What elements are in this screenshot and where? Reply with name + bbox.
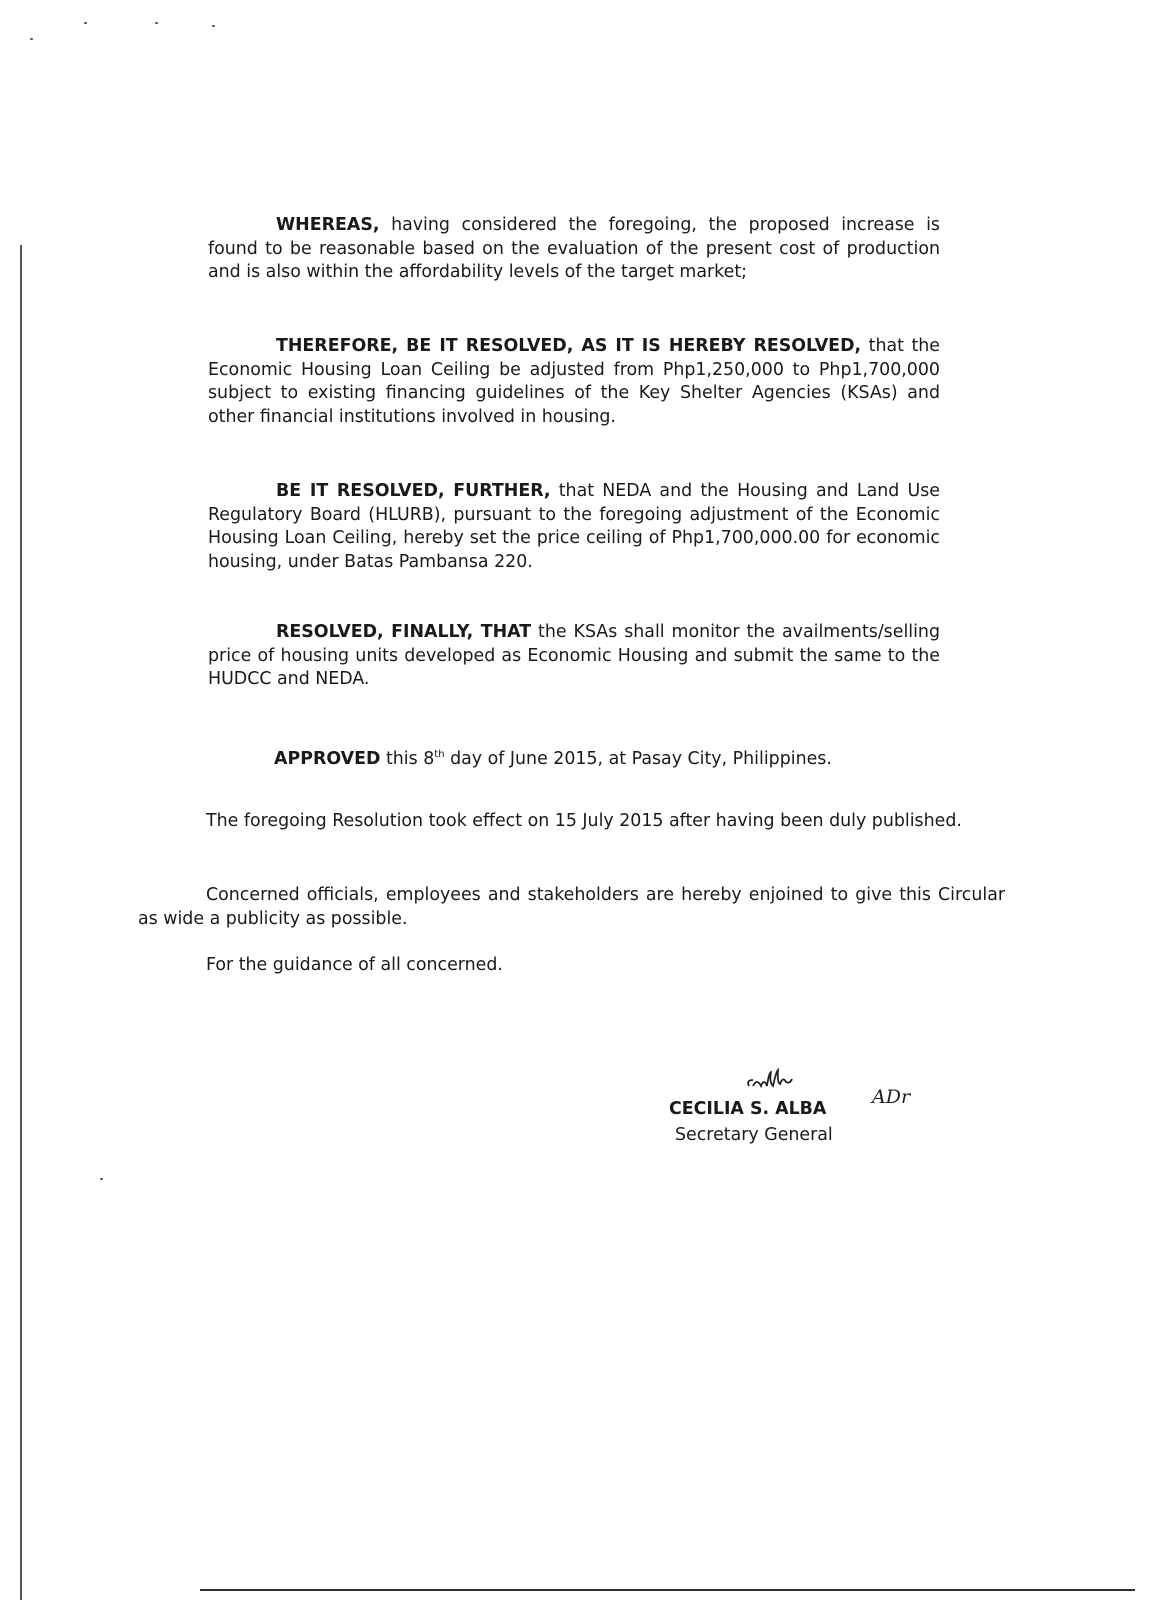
handwritten-initials-mark: ADr — [872, 1086, 911, 1108]
paragraph-lead: RESOLVED, FINALLY, THAT — [276, 622, 532, 642]
paragraph-lead: THEREFORE, BE IT RESOLVED, AS IT IS HEREBY RESOLVED, — [276, 336, 862, 356]
scan-speck — [84, 22, 87, 24]
signatory-title: Secretary General — [675, 1125, 833, 1145]
paragraph-lead: WHEREAS, — [276, 215, 380, 235]
scan-speck — [155, 22, 158, 24]
handwritten-initials-signature — [745, 1068, 815, 1094]
approved-line — [274, 743, 974, 771]
therefore-resolved-paragraph — [208, 335, 940, 429]
scan-speck — [100, 1178, 103, 1180]
paragraph-text: having considered the foregoing, the proposed increase is found to be reasonable based on the evaluation of the present cost of production and is also within the affordability levels of the target market; — [208, 215, 940, 282]
scan-speck — [30, 38, 33, 40]
scan-speck — [212, 25, 215, 27]
guidance-note — [138, 954, 1005, 978]
approved-text: this 8 — [380, 748, 435, 769]
whereas-paragraph — [208, 214, 940, 285]
paragraph-text: that NEDA and the Housing and Land Use Regulatory Board (HLURB), pursuant to the foregoing adjustment of the Economic Housing Loan Ceiling, hereby set the price ceiling of Php1,700,000.00 for economic housing, under Batas Pambansa 220. — [208, 481, 940, 572]
approved-lead: APPROVED — [274, 748, 381, 769]
note-text: For the guidance of all concerned. — [206, 955, 503, 975]
paragraph-lead: BE IT RESOLVED, FURTHER, — [276, 481, 551, 501]
scan-bottom-edge-line — [200, 1589, 1135, 1591]
publicity-note — [138, 884, 1005, 931]
scan-left-edge-line — [20, 245, 22, 1600]
note-text: Concerned officials, employees and stakeholders are hereby enjoined to give this Circular as wide a publicity as possible. — [138, 885, 1005, 929]
signatory-name: CECILIA S. ALBA — [669, 1099, 827, 1119]
paragraph-text: that the Economic Housing Loan Ceiling be adjusted from Php1,250,000 to Php1,700,000 subject to existing financing guidelines of the Key Shelter Agencies (KSAs) and other financial institutions involved in housing. — [208, 336, 940, 427]
note-text: The foregoing Resolution took effect on 15 July 2015 after having been duly published. — [206, 811, 962, 831]
resolved-further-paragraph — [208, 480, 940, 574]
approved-text-end: day of June 2015, at Pasay City, Philippines. — [444, 748, 832, 769]
effectivity-note — [138, 810, 1005, 834]
resolved-finally-paragraph — [208, 621, 940, 692]
approved-sup: th — [434, 749, 445, 760]
paragraph-text: the KSAs shall monitor the availments/selling price of housing units developed as Economic Housing and submit the same to the HUDCC and NEDA. — [208, 622, 940, 689]
